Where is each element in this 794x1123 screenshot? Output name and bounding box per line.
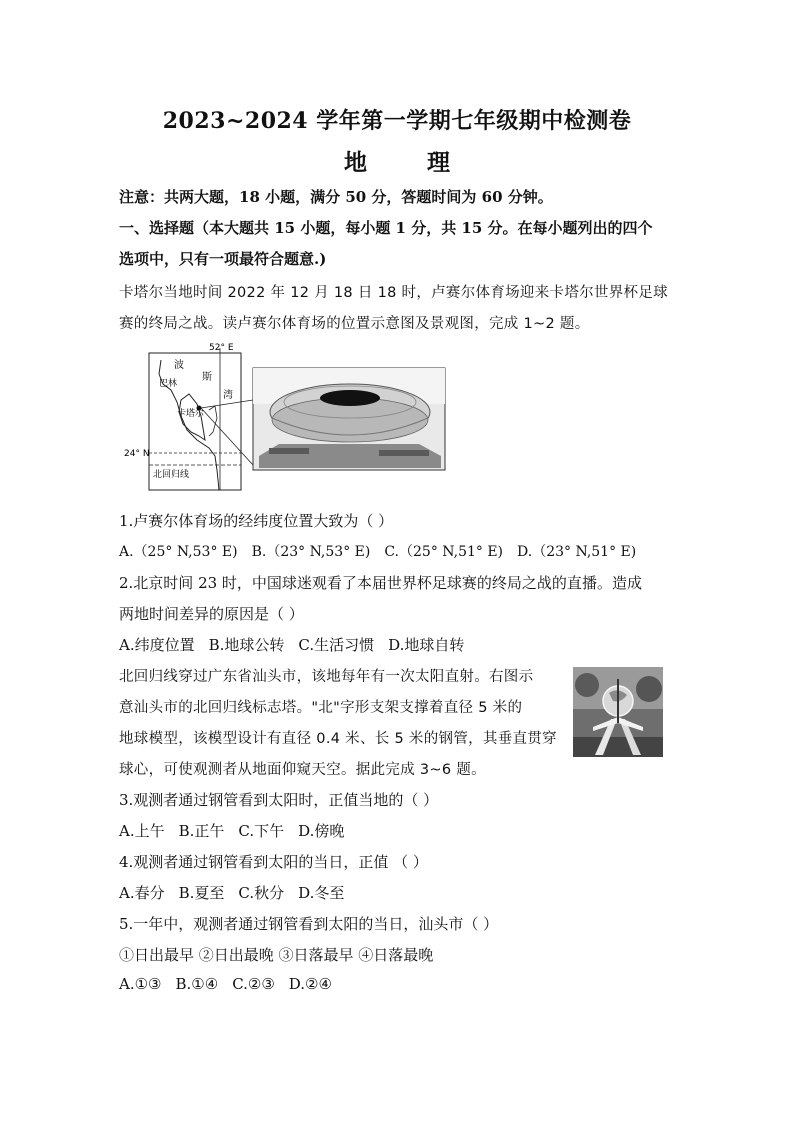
passage2-line3: 地球模型，该模型设计有直径 0.4 米、长 5 米的钢管，其垂直贯穿: [119, 731, 557, 747]
map-lat-label: 24° N: [124, 449, 150, 459]
q5-option-c: C.②③: [232, 975, 275, 993]
notice: 注意：共两大题，18 小题，满分 50 分，答题时间为 60 分钟。: [119, 188, 553, 206]
q1-option-a: A.（25° N,53° E): [119, 544, 238, 560]
q2-options: [119, 634, 679, 655]
figure-qatar: [119, 340, 449, 495]
passage1-line1: 卡塔尔当地时间 2022 年 12 月 18 日 18 时，卢赛尔体育场迎来卡塔尔世界杯足球: [119, 285, 668, 301]
q2-stem-line1: 2.北京时间 23 时，中国球迷观看了本届世界杯足球赛的终局之战的直播。造成: [119, 574, 642, 592]
q5-options: [119, 975, 679, 993]
map-tropic-label: 北回归线: [153, 470, 190, 480]
q5-choices: ①日出最早 ②日出最晚 ③日落最早 ④日落最晚: [119, 946, 434, 964]
q3-option-b: B.正午: [178, 822, 225, 840]
stadium-photo: [253, 368, 445, 470]
passage1-line2: 赛的终局之战。读卢赛尔体育场的位置示意图及景观图，完成 1~2 题。: [119, 316, 590, 332]
q4-stem: 4.观测者通过钢管看到太阳的当日，正值 （ ）: [119, 853, 428, 871]
passage2-line4: 球心，可使观测者从地面仰窥天空。据此完成 3~6 题。: [119, 762, 486, 778]
q3-options: [119, 820, 679, 841]
passage2-line1: 北回归线穿过广东省汕头市，该地每年有一次太阳直射。右图示: [119, 669, 534, 685]
q4-option-a: A.春分: [119, 884, 165, 902]
q4-option-d: D.冬至: [298, 884, 345, 902]
exam-subject: 地 理: [343, 149, 476, 176]
q4-options: [119, 882, 679, 903]
q2-stem-line2: 两地时间差异的原因是（ ）: [119, 605, 304, 623]
map-bahrain: 巴林: [159, 379, 178, 389]
q5-option-b: B.①④: [175, 975, 219, 993]
map-gulf-char-3: 湾: [223, 390, 233, 401]
q3-stem: 3.观测者通过钢管看到太阳时，正值当地的（ ）: [119, 791, 439, 809]
q3-option-c: C.下午: [238, 822, 285, 840]
exam-title: 2023~2024 学年第一学期七年级期中检测卷: [162, 108, 632, 134]
section-heading-line2: 选项中，只有一项最符合题意.): [119, 250, 327, 268]
map-gulf-char-2: 斯: [202, 372, 212, 383]
q1-option-c: C.（25° N,51° E): [384, 544, 504, 560]
q2-option-d: D.地球自转: [388, 636, 465, 654]
q5-option-d: D.②④: [288, 975, 332, 993]
q2-option-a: A.纬度位置: [119, 636, 195, 654]
qatar-location-map: [119, 340, 449, 495]
q2-option-c: C.生活习惯: [298, 636, 375, 654]
map-gulf-char-1: 波: [174, 360, 184, 371]
q5-option-a: A.①③: [119, 975, 162, 993]
passage2-line2: 意汕头市的北回归线标志塔。"北"字形支架支撑着直径 5 米的: [119, 700, 523, 716]
tropic-tower-photo: [573, 667, 663, 757]
q1-option-b: B.（23° N,53° E): [251, 544, 371, 560]
section-heading-line1: 一、选择题（本大题共 15 小题，每小题 1 分，共 15 分。在每小题列出的四个: [119, 219, 653, 237]
q1-options: [119, 541, 679, 561]
q5-stem: 5.一年中，观测者通过钢管看到太阳的当日，汕头市（ ）: [119, 915, 499, 933]
q3-option-d: D.傍晚: [298, 822, 345, 840]
q4-option-c: C.秋分: [238, 884, 285, 902]
q1-option-d: D.（23° N,51° E): [517, 544, 637, 560]
q3-option-a: A.上午: [119, 822, 165, 840]
map-lon-label: 52° E: [209, 343, 234, 353]
q1-stem: 1.卢赛尔体育场的经纬度位置大致为（ ）: [119, 512, 394, 530]
map-qatar: 卡塔尔: [177, 409, 205, 419]
q4-option-b: B.夏至: [178, 884, 225, 902]
q2-option-b: B.地球公转: [208, 636, 285, 654]
